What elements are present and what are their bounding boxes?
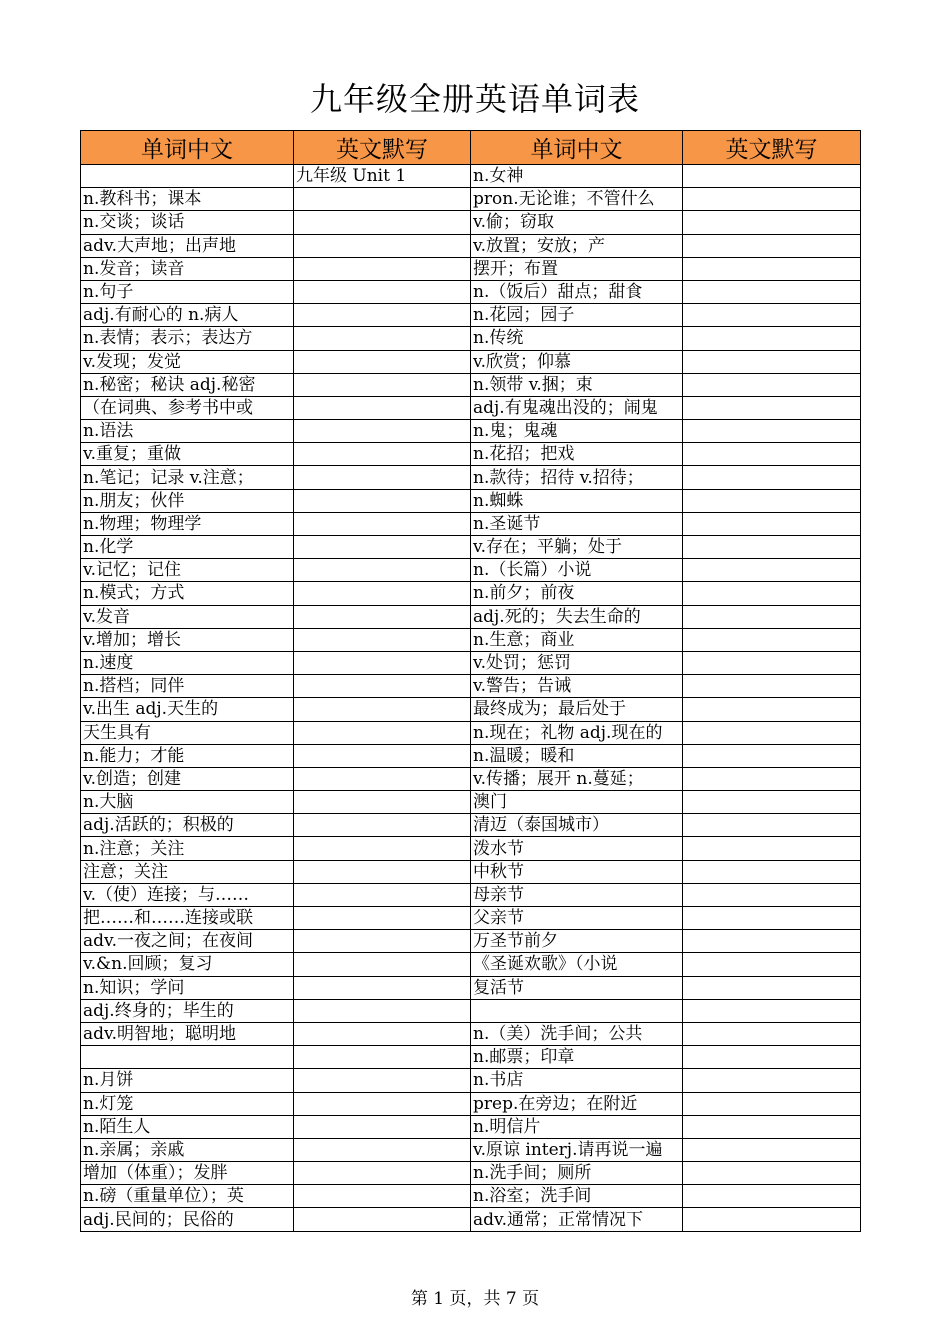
chinese-right-cell: 中秋节 xyxy=(471,860,683,883)
table-row xyxy=(81,721,861,744)
english-right-cell xyxy=(683,930,861,953)
english-left-cell xyxy=(294,489,471,512)
chinese-right-cell: v.放置；安放；产 xyxy=(471,234,683,257)
chinese-right-cell: n.（饭后）甜点；甜食 xyxy=(471,280,683,303)
english-right-cell xyxy=(683,165,861,188)
english-right-cell xyxy=(683,1069,861,1092)
chinese-left-cell: 天生具有 xyxy=(81,721,294,744)
chinese-right-cell: v.警告；告诫 xyxy=(471,675,683,698)
chinese-right-cell: 复活节 xyxy=(471,976,683,999)
table-row xyxy=(81,512,861,535)
chinese-right-cell: n.书店 xyxy=(471,1069,683,1092)
chinese-left-cell: adv.大声地；出声地 xyxy=(81,234,294,257)
chinese-left-cell: n.化学 xyxy=(81,536,294,559)
english-left-cell xyxy=(294,953,471,976)
header-chinese-right: 单词中文 xyxy=(471,131,683,165)
header-row xyxy=(81,131,861,165)
english-right-cell xyxy=(683,1092,861,1115)
table-row xyxy=(81,814,861,837)
vocabulary-table xyxy=(80,130,861,1232)
chinese-left-cell: adj.终身的；毕生的 xyxy=(81,999,294,1022)
chinese-left-cell: （在词典、参考书中或 xyxy=(81,396,294,419)
english-right-cell xyxy=(683,443,861,466)
chinese-right-cell: v.偷；窃取 xyxy=(471,211,683,234)
chinese-right-cell: adj.有鬼魂出没的；闹鬼 xyxy=(471,396,683,419)
english-right-cell xyxy=(683,698,861,721)
chinese-left-cell: n.灯笼 xyxy=(81,1092,294,1115)
chinese-right-cell: n.邮票；印章 xyxy=(471,1046,683,1069)
table-row xyxy=(81,373,861,396)
chinese-left-cell: v.发音 xyxy=(81,605,294,628)
chinese-right-cell: n.温暖；暖和 xyxy=(471,744,683,767)
chinese-left-cell xyxy=(81,1046,294,1069)
english-left-cell xyxy=(294,628,471,651)
english-right-cell xyxy=(683,188,861,211)
chinese-left-cell: n.亲属；亲戚 xyxy=(81,1138,294,1161)
english-right-cell xyxy=(683,1115,861,1138)
chinese-right-cell: n.（美）洗手间；公共 xyxy=(471,1022,683,1045)
table-row xyxy=(81,1069,861,1092)
table-row xyxy=(81,791,861,814)
english-right-cell xyxy=(683,1138,861,1161)
english-left-cell: 九年级 Unit 1 xyxy=(294,165,471,188)
table-row xyxy=(81,396,861,419)
chinese-right-cell: 最终成为；最后处于 xyxy=(471,698,683,721)
english-left-cell xyxy=(294,767,471,790)
chinese-left-cell: n.发音；读音 xyxy=(81,257,294,280)
english-right-cell xyxy=(683,814,861,837)
english-right-cell xyxy=(683,234,861,257)
table-row xyxy=(81,744,861,767)
chinese-right-cell: 澳门 xyxy=(471,791,683,814)
english-left-cell xyxy=(294,1069,471,1092)
english-right-cell xyxy=(683,420,861,443)
chinese-right-cell: n.款待；招待 v.招待； xyxy=(471,466,683,489)
english-right-cell xyxy=(683,350,861,373)
chinese-right-cell xyxy=(471,999,683,1022)
chinese-left-cell: n.搭档；同伴 xyxy=(81,675,294,698)
english-left-cell xyxy=(294,1138,471,1161)
english-right-cell xyxy=(683,373,861,396)
english-right-cell xyxy=(683,883,861,906)
chinese-right-cell: v.存在；平躺；处于 xyxy=(471,536,683,559)
table-row xyxy=(81,350,861,373)
english-left-cell xyxy=(294,257,471,280)
chinese-left-cell: v.增加；增长 xyxy=(81,628,294,651)
chinese-left-cell: 把……和……连接或联 xyxy=(81,907,294,930)
chinese-right-cell: n.鬼；鬼魂 xyxy=(471,420,683,443)
english-left-cell xyxy=(294,999,471,1022)
chinese-right-cell: pron.无论谁；不管什么 xyxy=(471,188,683,211)
english-left-cell xyxy=(294,327,471,350)
chinese-left-cell: 增加（体重）；发胖 xyxy=(81,1162,294,1185)
english-left-cell xyxy=(294,536,471,559)
table-row xyxy=(81,1138,861,1161)
page-title: 九年级全册英语单词表 xyxy=(309,80,640,118)
chinese-right-cell: n.生意；商业 xyxy=(471,628,683,651)
english-left-cell xyxy=(294,883,471,906)
table-row xyxy=(81,860,861,883)
english-left-cell xyxy=(294,837,471,860)
table-row xyxy=(81,582,861,605)
chinese-left-cell xyxy=(81,165,294,188)
chinese-right-cell: v.传播；展开 n.蔓延； xyxy=(471,767,683,790)
table-row xyxy=(81,327,861,350)
chinese-right-cell: 万圣节前夕 xyxy=(471,930,683,953)
header-chinese-left: 单词中文 xyxy=(81,131,294,165)
english-left-cell xyxy=(294,791,471,814)
english-left-cell xyxy=(294,559,471,582)
table-row xyxy=(81,605,861,628)
table-row xyxy=(81,257,861,280)
table-row xyxy=(81,443,861,466)
chinese-left-cell: n.大脑 xyxy=(81,791,294,814)
chinese-left-cell: n.秘密；秘诀 adj.秘密 xyxy=(81,373,294,396)
chinese-right-cell: v.欣赏；仰慕 xyxy=(471,350,683,373)
english-right-cell xyxy=(683,605,861,628)
table-row xyxy=(81,188,861,211)
chinese-right-cell: 《圣诞欢歌》（小说 xyxy=(471,953,683,976)
table-row xyxy=(81,420,861,443)
chinese-left-cell: n.笔记；记录 v.注意； xyxy=(81,466,294,489)
chinese-left-cell: n.物理；物理学 xyxy=(81,512,294,535)
chinese-right-cell: n.前夕；前夜 xyxy=(471,582,683,605)
english-right-cell xyxy=(683,744,861,767)
english-right-cell xyxy=(683,628,861,651)
english-right-cell xyxy=(683,304,861,327)
english-left-cell xyxy=(294,1115,471,1138)
table-row xyxy=(81,1046,861,1069)
chinese-left-cell: n.能力；才能 xyxy=(81,744,294,767)
english-right-cell xyxy=(683,1208,861,1231)
header-english-left: 英文默写 xyxy=(294,131,471,165)
chinese-right-cell: n.女神 xyxy=(471,165,683,188)
chinese-right-cell: prep.在旁边；在附近 xyxy=(471,1092,683,1115)
english-right-cell xyxy=(683,559,861,582)
chinese-right-cell: 泼水节 xyxy=(471,837,683,860)
english-right-cell xyxy=(683,767,861,790)
header-english-right: 英文默写 xyxy=(683,131,861,165)
english-left-cell xyxy=(294,211,471,234)
chinese-right-cell: 摆开；布置 xyxy=(471,257,683,280)
english-left-cell xyxy=(294,930,471,953)
chinese-left-cell: n.交谈；谈话 xyxy=(81,211,294,234)
english-right-cell xyxy=(683,257,861,280)
english-right-cell xyxy=(683,512,861,535)
chinese-left-cell: n.句子 xyxy=(81,280,294,303)
table-row xyxy=(81,767,861,790)
english-right-cell xyxy=(683,860,861,883)
chinese-right-cell: n.蜘蛛 xyxy=(471,489,683,512)
english-left-cell xyxy=(294,1162,471,1185)
chinese-right-cell: n.明信片 xyxy=(471,1115,683,1138)
english-right-cell xyxy=(683,327,861,350)
chinese-left-cell: n.速度 xyxy=(81,651,294,674)
chinese-left-cell: v.发现；发觉 xyxy=(81,350,294,373)
english-left-cell xyxy=(294,907,471,930)
english-left-cell xyxy=(294,512,471,535)
table-row xyxy=(81,953,861,976)
english-right-cell xyxy=(683,211,861,234)
chinese-right-cell: n.浴室；洗手间 xyxy=(471,1185,683,1208)
chinese-left-cell: n.语法 xyxy=(81,420,294,443)
english-left-cell xyxy=(294,443,471,466)
table-row xyxy=(81,1022,861,1045)
english-left-cell xyxy=(294,1185,471,1208)
chinese-left-cell: n.教科书；课本 xyxy=(81,188,294,211)
english-right-cell xyxy=(683,396,861,419)
english-left-cell xyxy=(294,721,471,744)
table-row xyxy=(81,559,861,582)
chinese-left-cell: n.陌生人 xyxy=(81,1115,294,1138)
table-row xyxy=(81,536,861,559)
chinese-left-cell: adv.一夜之间；在夜间 xyxy=(81,930,294,953)
chinese-left-cell: adj.民间的；民俗的 xyxy=(81,1208,294,1231)
english-right-cell xyxy=(683,280,861,303)
english-left-cell xyxy=(294,396,471,419)
english-right-cell xyxy=(683,675,861,698)
chinese-left-cell: v.重复；重做 xyxy=(81,443,294,466)
chinese-right-cell: n.传统 xyxy=(471,327,683,350)
table-row xyxy=(81,280,861,303)
chinese-left-cell: n.月饼 xyxy=(81,1069,294,1092)
table-row xyxy=(81,930,861,953)
chinese-right-cell: 清迈（泰国城市） xyxy=(471,814,683,837)
english-left-cell xyxy=(294,651,471,674)
chinese-left-cell: adv.明智地；聪明地 xyxy=(81,1022,294,1045)
table-row xyxy=(81,837,861,860)
english-left-cell xyxy=(294,373,471,396)
table-row xyxy=(81,1208,861,1231)
chinese-right-cell: adj.死的；失去生命的 xyxy=(471,605,683,628)
chinese-right-cell: adv.通常；正常情况下 xyxy=(471,1208,683,1231)
chinese-right-cell: v.处罚；惩罚 xyxy=(471,651,683,674)
table-row xyxy=(81,466,861,489)
chinese-right-cell: n.花招；把戏 xyxy=(471,443,683,466)
table-row xyxy=(81,489,861,512)
english-left-cell xyxy=(294,860,471,883)
table-row xyxy=(81,1162,861,1185)
english-right-cell xyxy=(683,489,861,512)
english-right-cell xyxy=(683,1162,861,1185)
english-right-cell xyxy=(683,1046,861,1069)
chinese-left-cell: n.注意；关注 xyxy=(81,837,294,860)
chinese-left-cell: adj.活跃的；积极的 xyxy=(81,814,294,837)
chinese-right-cell: n.现在；礼物 adj.现在的 xyxy=(471,721,683,744)
chinese-right-cell: 母亲节 xyxy=(471,883,683,906)
english-left-cell xyxy=(294,188,471,211)
chinese-left-cell: v.创造；创建 xyxy=(81,767,294,790)
chinese-left-cell: 注意；关注 xyxy=(81,860,294,883)
english-left-cell xyxy=(294,350,471,373)
english-right-cell xyxy=(683,651,861,674)
table-row xyxy=(81,907,861,930)
english-left-cell xyxy=(294,234,471,257)
english-right-cell xyxy=(683,999,861,1022)
english-left-cell xyxy=(294,698,471,721)
chinese-left-cell: v.记忆；记住 xyxy=(81,559,294,582)
chinese-left-cell: n.知识；学问 xyxy=(81,976,294,999)
table-row xyxy=(81,1092,861,1115)
english-left-cell xyxy=(294,582,471,605)
page-footer: 第 1 页，共 7 页 xyxy=(410,1289,540,1309)
english-right-cell xyxy=(683,976,861,999)
english-right-cell xyxy=(683,907,861,930)
chinese-left-cell: n.模式；方式 xyxy=(81,582,294,605)
table-row xyxy=(81,675,861,698)
english-left-cell xyxy=(294,1208,471,1231)
table-row xyxy=(81,651,861,674)
english-left-cell xyxy=(294,744,471,767)
english-left-cell xyxy=(294,280,471,303)
english-left-cell xyxy=(294,304,471,327)
chinese-left-cell: v.出生 adj.天生的 xyxy=(81,698,294,721)
chinese-right-cell: 父亲节 xyxy=(471,907,683,930)
table-row xyxy=(81,698,861,721)
table-row xyxy=(81,999,861,1022)
english-right-cell xyxy=(683,721,861,744)
chinese-left-cell: v.（使）连接；与…… xyxy=(81,883,294,906)
english-right-cell xyxy=(683,536,861,559)
english-right-cell xyxy=(683,837,861,860)
table-row xyxy=(81,1115,861,1138)
english-right-cell xyxy=(683,791,861,814)
english-left-cell xyxy=(294,420,471,443)
english-left-cell xyxy=(294,1022,471,1045)
english-right-cell xyxy=(683,953,861,976)
chinese-right-cell: n.花园；园子 xyxy=(471,304,683,327)
table-body xyxy=(81,165,861,1232)
english-right-cell xyxy=(683,466,861,489)
chinese-right-cell: n.领带 v.捆；束 xyxy=(471,373,683,396)
table-row xyxy=(81,211,861,234)
english-left-cell xyxy=(294,1046,471,1069)
english-right-cell xyxy=(683,1185,861,1208)
table-row xyxy=(81,976,861,999)
table-row xyxy=(81,234,861,257)
table-row xyxy=(81,304,861,327)
english-left-cell xyxy=(294,976,471,999)
english-left-cell xyxy=(294,605,471,628)
english-right-cell xyxy=(683,1022,861,1045)
english-right-cell xyxy=(683,582,861,605)
chinese-right-cell: n.圣诞节 xyxy=(471,512,683,535)
english-left-cell xyxy=(294,466,471,489)
chinese-left-cell: adj.有耐心的 n.病人 xyxy=(81,304,294,327)
english-left-cell xyxy=(294,1092,471,1115)
chinese-left-cell: n.磅（重量单位）；英 xyxy=(81,1185,294,1208)
chinese-left-cell: n.朋友；伙伴 xyxy=(81,489,294,512)
table-row xyxy=(81,165,861,188)
chinese-right-cell: n.（长篇）小说 xyxy=(471,559,683,582)
chinese-right-cell: n.洗手间；厕所 xyxy=(471,1162,683,1185)
chinese-left-cell: v.&n.回顾；复习 xyxy=(81,953,294,976)
chinese-right-cell: v.原谅 interj.请再说一遍 xyxy=(471,1138,683,1161)
table-row xyxy=(81,1185,861,1208)
table-row xyxy=(81,883,861,906)
table-row xyxy=(81,628,861,651)
english-left-cell xyxy=(294,675,471,698)
chinese-left-cell: n.表情；表示；表达方 xyxy=(81,327,294,350)
english-left-cell xyxy=(294,814,471,837)
